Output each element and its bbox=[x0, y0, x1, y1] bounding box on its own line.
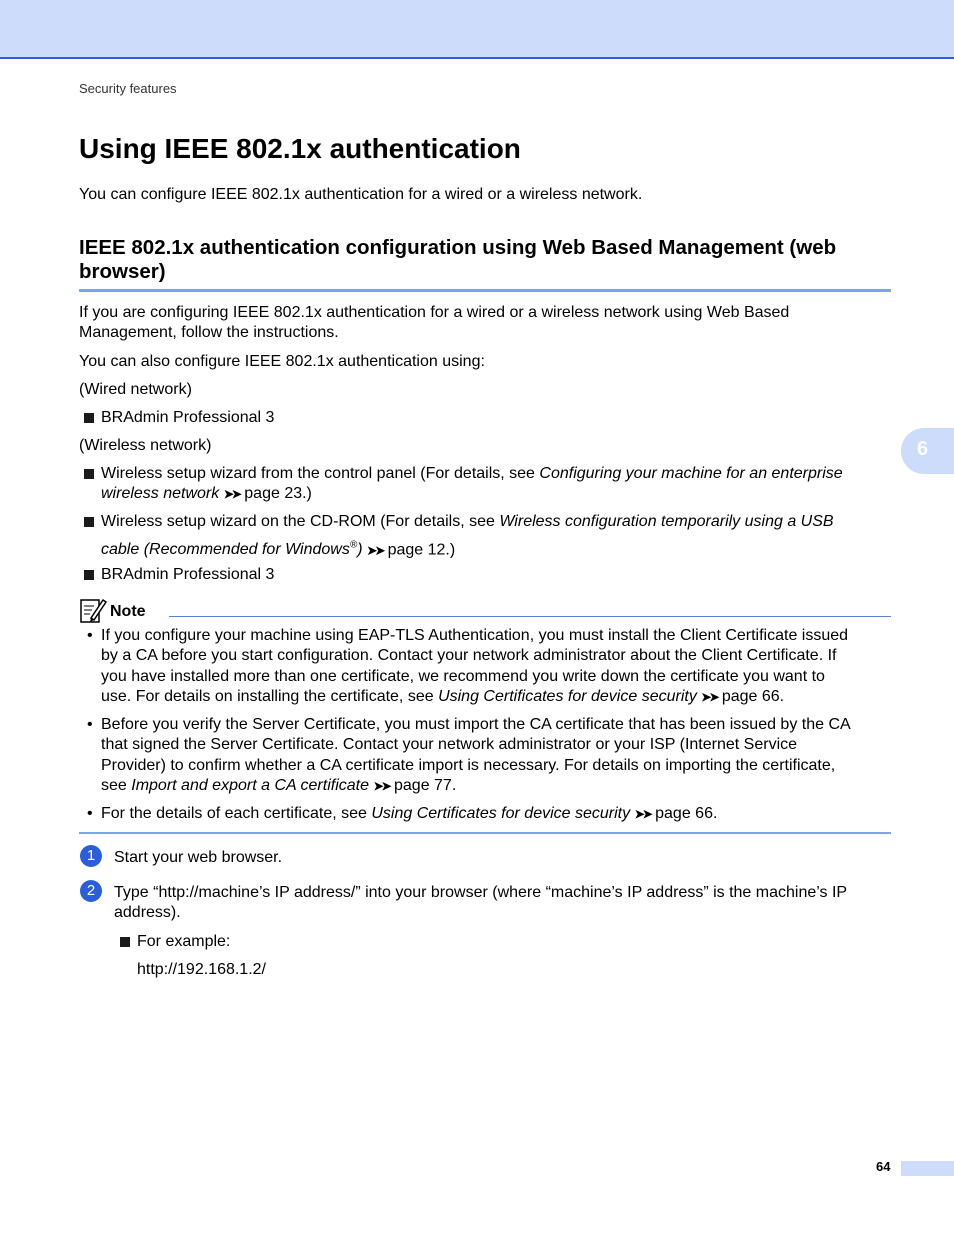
step-text bbox=[114, 883, 892, 923]
note-end-rule bbox=[79, 832, 891, 834]
text-run: you have installed more than one certificate, we recommend you write down the certificate you want to bbox=[101, 667, 825, 685]
bullet-dot-icon: • bbox=[87, 716, 93, 733]
paragraph-line: Management, follow the instructions. bbox=[79, 324, 339, 341]
double-chevron-icon: ➤➤ bbox=[701, 689, 718, 704]
cross-reference-link[interactable]: Import and export a CA certificate bbox=[131, 776, 369, 794]
double-chevron-icon: ➤➤ bbox=[634, 807, 651, 821]
step-number-badge: 2 bbox=[80, 880, 102, 902]
double-chevron-icon: ➤➤ bbox=[367, 543, 384, 558]
text-run: that signed the Server Certificate. Contact your network administrator or your ISP (Internet Service bbox=[101, 736, 798, 754]
double-chevron-icon: ➤➤ bbox=[373, 778, 390, 793]
wireless-label: (Wireless network) bbox=[79, 437, 212, 454]
note-item-text bbox=[101, 626, 891, 707]
chapter-tab[interactable] bbox=[901, 428, 954, 474]
text-run: use. For details on installing the certificate, see bbox=[101, 687, 439, 705]
square-bullet-icon bbox=[84, 570, 94, 580]
page-number: 64 bbox=[876, 1159, 891, 1174]
text-run: For the details of each certificate, see bbox=[101, 805, 372, 822]
text-run: If you configure your machine using EAP-TLS Authentication, you must install the Client Certificate issued bbox=[101, 627, 849, 644]
note-pencil-icon bbox=[79, 596, 107, 624]
step-text: Start your web browser. bbox=[114, 849, 283, 866]
step-number-badge: 1 bbox=[80, 845, 102, 867]
header-band bbox=[0, 0, 954, 59]
example-url: http://192.168.1.2/ bbox=[137, 961, 266, 978]
bullet-dot-icon: • bbox=[87, 805, 93, 822]
bullet-dot-icon: • bbox=[87, 627, 93, 644]
list-item-text: BRAdmin Professional 3 bbox=[101, 409, 275, 426]
note-item-text bbox=[101, 715, 891, 796]
section-rule bbox=[79, 289, 891, 292]
note-rule bbox=[169, 616, 891, 617]
square-bullet-icon bbox=[84, 413, 94, 423]
text-run: address). bbox=[114, 904, 181, 921]
double-chevron-icon: ➤➤ bbox=[223, 487, 240, 501]
note-item-text bbox=[101, 804, 891, 824]
section-heading-line1: IEEE 802.1x authentication configuration using Web Based Management (web bbox=[79, 236, 837, 259]
cross-reference-link[interactable]: wireless network bbox=[101, 485, 220, 502]
square-bullet-icon bbox=[120, 937, 130, 947]
text-run: Wireless setup wizard on the CD-ROM (For details, see bbox=[101, 513, 500, 530]
registered-mark: ® bbox=[349, 540, 358, 551]
page-reference: page 12.) bbox=[383, 541, 456, 559]
paragraph-also: You can also configure IEEE 802.1x authentication using: bbox=[79, 353, 485, 370]
note-header bbox=[79, 596, 891, 620]
cross-reference-link[interactable]: Wireless configuration temporarily using a USB bbox=[499, 513, 834, 530]
note-label: Note bbox=[110, 603, 146, 620]
paragraph-line: If you are configuring IEEE 802.1x authentication for a wired or a wireless network using Web Based bbox=[79, 304, 790, 321]
section-heading-line2: browser) bbox=[79, 260, 166, 283]
square-bullet-icon bbox=[84, 517, 94, 527]
text-run: Before you verify the Server Certificate, you must import the CA certificate that has been issued by the CA bbox=[101, 716, 851, 733]
list-item-text: BRAdmin Professional 3 bbox=[101, 566, 275, 583]
wired-label: (Wired network) bbox=[79, 381, 192, 398]
text-run: cable (Recommended for Windows bbox=[101, 541, 350, 559]
cross-reference-link[interactable] bbox=[101, 541, 363, 558]
paragraph-web-based bbox=[79, 303, 789, 343]
running-head: Security features bbox=[79, 81, 177, 96]
page-reference: page 23.) bbox=[239, 485, 312, 502]
cross-reference-link[interactable]: Configuring your machine for an enterprise bbox=[539, 465, 843, 482]
square-bullet-icon bbox=[84, 469, 94, 479]
text-run: see bbox=[101, 776, 132, 794]
page-title: Using IEEE 802.1x authentication bbox=[79, 133, 521, 164]
cross-reference-link[interactable]: Using Certificates for device security bbox=[371, 805, 631, 822]
text-run: by a CA before you start configuration. Contact your network administrator about the Client Certificate. If bbox=[101, 647, 837, 665]
text-run: Wireless setup wizard from the control panel (For details, see bbox=[101, 465, 540, 482]
chapter-number: 6 bbox=[917, 438, 929, 460]
list-item-text: For example: bbox=[137, 933, 231, 950]
cross-reference-link[interactable]: Using Certificates for device security bbox=[438, 687, 697, 705]
text-run: Provider) to confirm whether a CA certificate import is necessary. For details on importing the certificate, bbox=[101, 756, 836, 774]
page-reference: page 66. bbox=[717, 687, 785, 705]
list-item-text bbox=[101, 510, 891, 562]
list-item-text bbox=[101, 464, 891, 504]
footer-band bbox=[901, 1161, 954, 1176]
section-heading bbox=[79, 236, 891, 284]
page-reference: page 77. bbox=[389, 776, 457, 794]
text-run: Type “http://machine’s IP address/” into your browser (where “machine’s IP address” is the machine’s IP bbox=[114, 884, 848, 901]
intro-paragraph: You can configure IEEE 802.1x authentication for a wired or a wireless network. bbox=[79, 186, 643, 203]
text-run: ) bbox=[357, 541, 363, 559]
page-reference: page 66. bbox=[650, 805, 718, 822]
